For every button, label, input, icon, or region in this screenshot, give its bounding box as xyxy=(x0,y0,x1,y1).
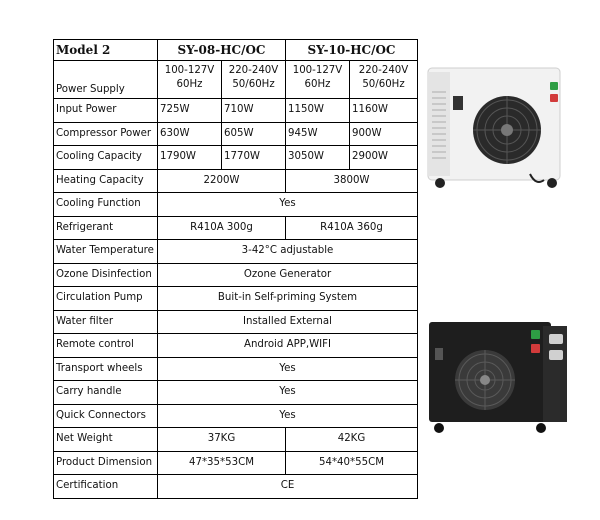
cell-value: 1150W xyxy=(286,99,350,123)
wheel-icon xyxy=(536,423,546,433)
connector-icon xyxy=(549,350,563,360)
fan-icon xyxy=(455,350,515,410)
row-label: Net Weight xyxy=(54,428,158,452)
row-label: Water filter xyxy=(54,310,158,334)
table-row xyxy=(54,404,418,428)
row-label: Quick Connectors xyxy=(54,404,158,428)
cell-value: 3050W xyxy=(286,146,350,170)
power-option: 220-240V 50/60Hz xyxy=(350,61,418,99)
cell-value: 2200W xyxy=(158,169,286,193)
power-switch-icon xyxy=(550,82,558,90)
row-label: Product Dimension xyxy=(54,451,158,475)
table-row xyxy=(54,381,418,405)
power-option: 100-127V 60Hz xyxy=(286,61,350,99)
wheel-icon xyxy=(434,423,444,433)
row-label: Transport wheels xyxy=(54,357,158,381)
row-label: Ozone Disinfection xyxy=(54,263,158,287)
row-label: Water Temperature xyxy=(54,240,158,264)
row-label: Refrigerant xyxy=(54,216,158,240)
white-chiller-image xyxy=(420,62,570,192)
table-row xyxy=(54,169,418,193)
cell-value: Yes xyxy=(158,381,418,405)
row-label: Carry handle xyxy=(54,381,158,405)
connector-icon xyxy=(549,334,563,344)
cell-value: Buit-in Self-priming System xyxy=(158,287,418,311)
warning-light-icon xyxy=(550,94,558,102)
row-label: Circulation Pump xyxy=(54,287,158,311)
table-row xyxy=(54,216,418,240)
cell-value: CE xyxy=(158,475,418,499)
table-row xyxy=(54,310,418,334)
row-label: Cooling Function xyxy=(54,193,158,217)
table-row xyxy=(54,240,418,264)
cell-value: 47*35*53CM xyxy=(158,451,286,475)
header-row xyxy=(54,40,418,61)
cell-value: 605W xyxy=(222,122,286,146)
black-chiller-image xyxy=(425,318,575,436)
table-row xyxy=(54,334,418,358)
power-supply-row xyxy=(54,61,418,99)
model-name-1: SY-08-HC/OC xyxy=(158,40,286,61)
cell-value: 3-42°C adjustable xyxy=(158,240,418,264)
cell-value: 630W xyxy=(158,122,222,146)
table-row xyxy=(54,99,418,123)
cell-value: R410A 300g xyxy=(158,216,286,240)
row-label: Input Power xyxy=(54,99,158,123)
row-label: Heating Capacity xyxy=(54,169,158,193)
cell-value: 2900W xyxy=(350,146,418,170)
row-label: Certification xyxy=(54,475,158,499)
cell-value: 710W xyxy=(222,99,286,123)
row-label: Power Supply xyxy=(54,61,158,99)
cell-value: 54*40*55CM xyxy=(286,451,418,475)
table-row xyxy=(54,263,418,287)
cell-value: Yes xyxy=(158,404,418,428)
model-name-2: SY-10-HC/OC xyxy=(286,40,418,61)
fan-icon xyxy=(473,96,541,164)
cell-value: 1160W xyxy=(350,99,418,123)
row-label: Compressor Power xyxy=(54,122,158,146)
row-label: Remote control xyxy=(54,334,158,358)
cell-value: 42KG xyxy=(286,428,418,452)
cell-value: 1770W xyxy=(222,146,286,170)
table-row xyxy=(54,475,418,499)
control-panel-icon xyxy=(435,348,443,360)
warning-light-icon xyxy=(531,344,540,353)
table-row xyxy=(54,357,418,381)
wheel-icon xyxy=(435,178,445,188)
table-row xyxy=(54,428,418,452)
table-row xyxy=(54,193,418,217)
cell-value: 900W xyxy=(350,122,418,146)
table-row xyxy=(54,146,418,170)
power-switch-icon xyxy=(531,330,540,339)
cell-value: 3800W xyxy=(286,169,418,193)
spec-table xyxy=(53,39,418,499)
power-option: 100-127V 60Hz xyxy=(158,61,222,99)
cell-value: Installed External xyxy=(158,310,418,334)
white-unit-side-panel xyxy=(428,72,450,176)
cell-value: R410A 360g xyxy=(286,216,418,240)
wheel-icon xyxy=(547,178,557,188)
cell-value: 1790W xyxy=(158,146,222,170)
table-row xyxy=(54,451,418,475)
cell-value: Yes xyxy=(158,357,418,381)
cell-value: Yes xyxy=(158,193,418,217)
cell-value: 945W xyxy=(286,122,350,146)
cell-value: 725W xyxy=(158,99,222,123)
power-option: 220-240V 50/60Hz xyxy=(222,61,286,99)
cell-value: Ozone Generator xyxy=(158,263,418,287)
cell-value: 37KG xyxy=(158,428,286,452)
row-label: Cooling Capacity xyxy=(54,146,158,170)
table-row xyxy=(54,287,418,311)
table-row xyxy=(54,122,418,146)
header-label: Model 2 xyxy=(54,40,158,61)
white-unit-control-panel xyxy=(453,96,463,110)
cell-value: Android APP,WIFI xyxy=(158,334,418,358)
